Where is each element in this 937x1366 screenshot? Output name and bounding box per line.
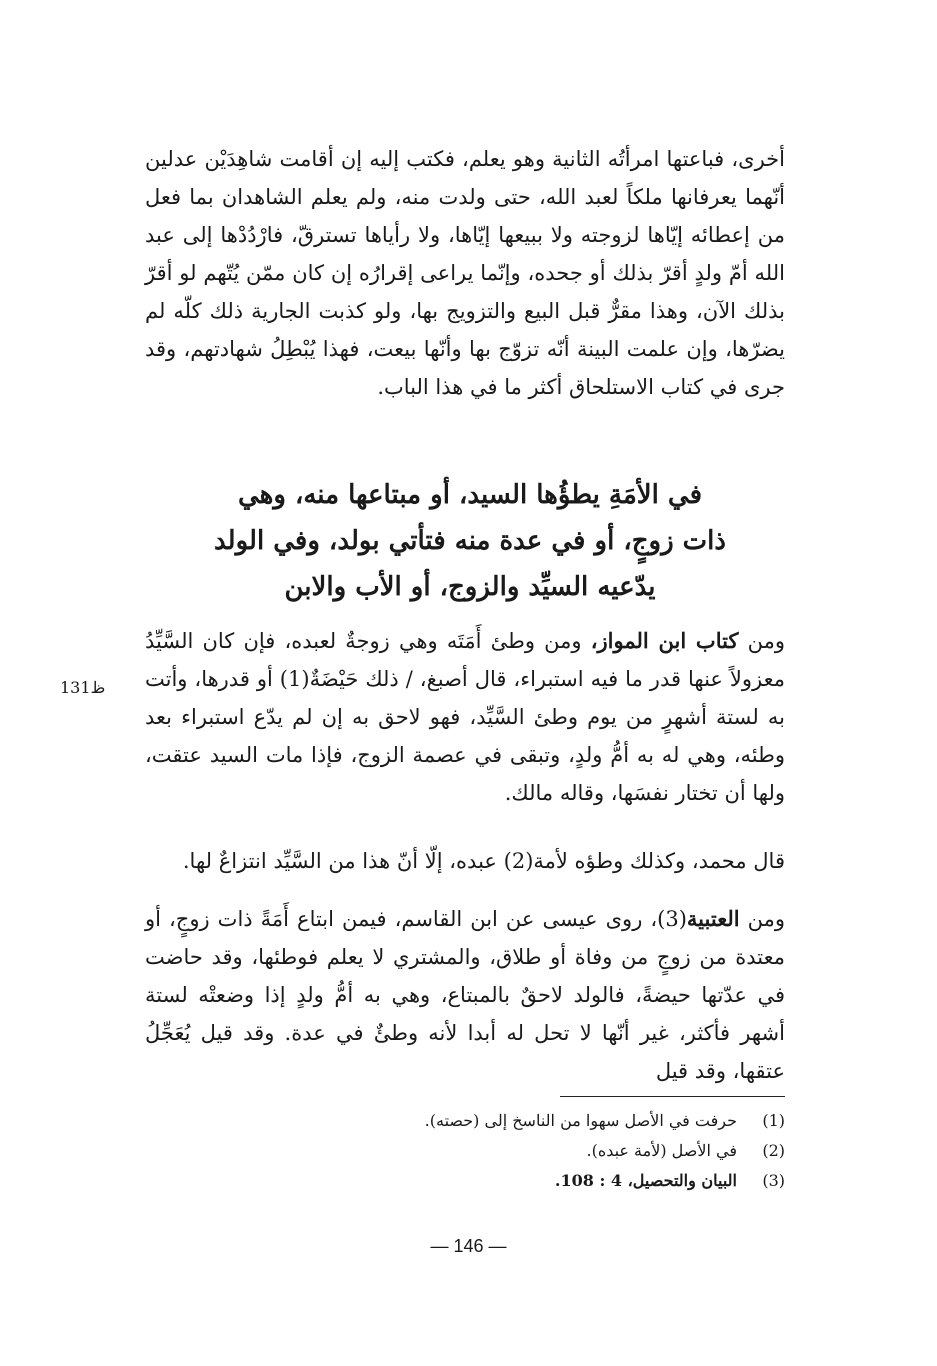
footnote-number: (2) <box>762 1141 785 1160</box>
footnote-1 <box>145 1106 785 1136</box>
paragraph-1: أخرى، فباعتها امرأتُه الثانية وهو يعلم، فكتب إليه إن أقامت شاهِدَيْن عدلين أنّهما يعرفانها ملكاً لعبد الله، حتى ولدت منه، ولم يعلم الشاهدان بما فعل من إعطائه إيّاها لزوجته ولا ببيعها إيّاها، ولا رأياها تسترقّ، فارْدُدْها إلى عبد الله أمّ ولدٍ أقرّ بذلك أو جحده، وإنّما يراعى إقرارُه إن كان ممّن يُتّهم لو أقرّ بذلك الآن، وهذا مقرٌّ قبل البيع والتزويج بها، ولو كذبت الجارية ذلك كلّه لم يضرّها، وإن علمت البينة أنّه تزوّج بها وأنّها بيعت، فهذا يُبْطِلُ شهادتهم، وقد جرى في كتاب الاستلحاق أكثر ما في هذا الباب. <box>145 147 785 399</box>
source-al-utbiyya: العتبية <box>686 906 740 931</box>
paragraph-4-lead: ومن <box>747 907 785 931</box>
paragraph-4-text: (3)، روى عيسى عن ابن القاسم، فيمن ابتاع أَمَةً ذات زوجٍ، أو معتدة من زوجٍ من وفاة أو طلاق، والمشتري لا يعلم فوطئها، وقد حاضت في عدّتها حيضةً، فالولد لاحقٌ بالمبتاع، وهي به أمُّ ولدٍ إذا وضعتْه لستة أشهر فأكثر، غير أنّها لا تحل له أبدا لأنه وطئٌ في عدة. وقد قيل يُعَجِّلُ عتقها، وقد قيل <box>145 907 785 1083</box>
heading-line-3: يدّعيه السيِّد والزوج، أو الأب والابن <box>284 572 656 602</box>
heading-line-2: ذات زوجٍ، أو في عدة منه فتأتي بولد، وفي الولد <box>214 526 726 556</box>
section-heading <box>140 472 800 610</box>
footnote-divider <box>560 1096 785 1097</box>
footnotes <box>145 1106 785 1196</box>
margin-folio-note: 131ظ <box>60 678 106 697</box>
paragraph-2 <box>145 622 785 812</box>
paragraph-4 <box>145 900 785 1090</box>
page-number: — 146 — <box>430 1236 507 1256</box>
heading-line-1: في الأمَةِ يطؤُها السيد، أو مبتاعها منه، وهي <box>237 480 702 510</box>
footnote-3 <box>145 1166 785 1196</box>
paragraph-2-text: ومن وطئ أَمَتَه وهي زوجةٌ لعبده، فإن كان السَّيِّدُ معزولاً عنها قدر ما فيه استبراء، قال أصبغ، / ذلك حَيْضَةٌ(1) أو قدرها، وأتت به لستة أشهرٍ من يوم وطئ السَّيِّد، فهو لاحق به إن لم يدّع استبراء بعد وطئه، وهي له به أمُّ ولدٍ، وتبقى في عصمة الزوج، فإذا مات السيد عتقت، ولها أن تختار نفسَها، وقاله مالك. <box>145 629 785 805</box>
footnote-number: (1) <box>762 1111 785 1130</box>
footnote-text: في الأصل (لأمة عبده). <box>586 1141 737 1160</box>
source-ibn-al-mawwaz: كتاب ابن المواز، <box>590 628 739 653</box>
footnote-number: (3) <box>762 1171 785 1190</box>
footnote-text: البيان والتحصيل، 4 : 108. <box>554 1171 737 1190</box>
footnote-text: حرفت في الأصل سهوا من الناسخ إلى (حصته). <box>424 1111 737 1130</box>
paragraph-3: قال محمد، وكذلك وطؤه لأمة(2) عبده، إلّا أنّ هذا من السَّيِّد انتزاعٌ لها. <box>182 849 785 873</box>
footnote-2 <box>145 1136 785 1166</box>
paragraph-2-lead: ومن <box>747 629 785 653</box>
